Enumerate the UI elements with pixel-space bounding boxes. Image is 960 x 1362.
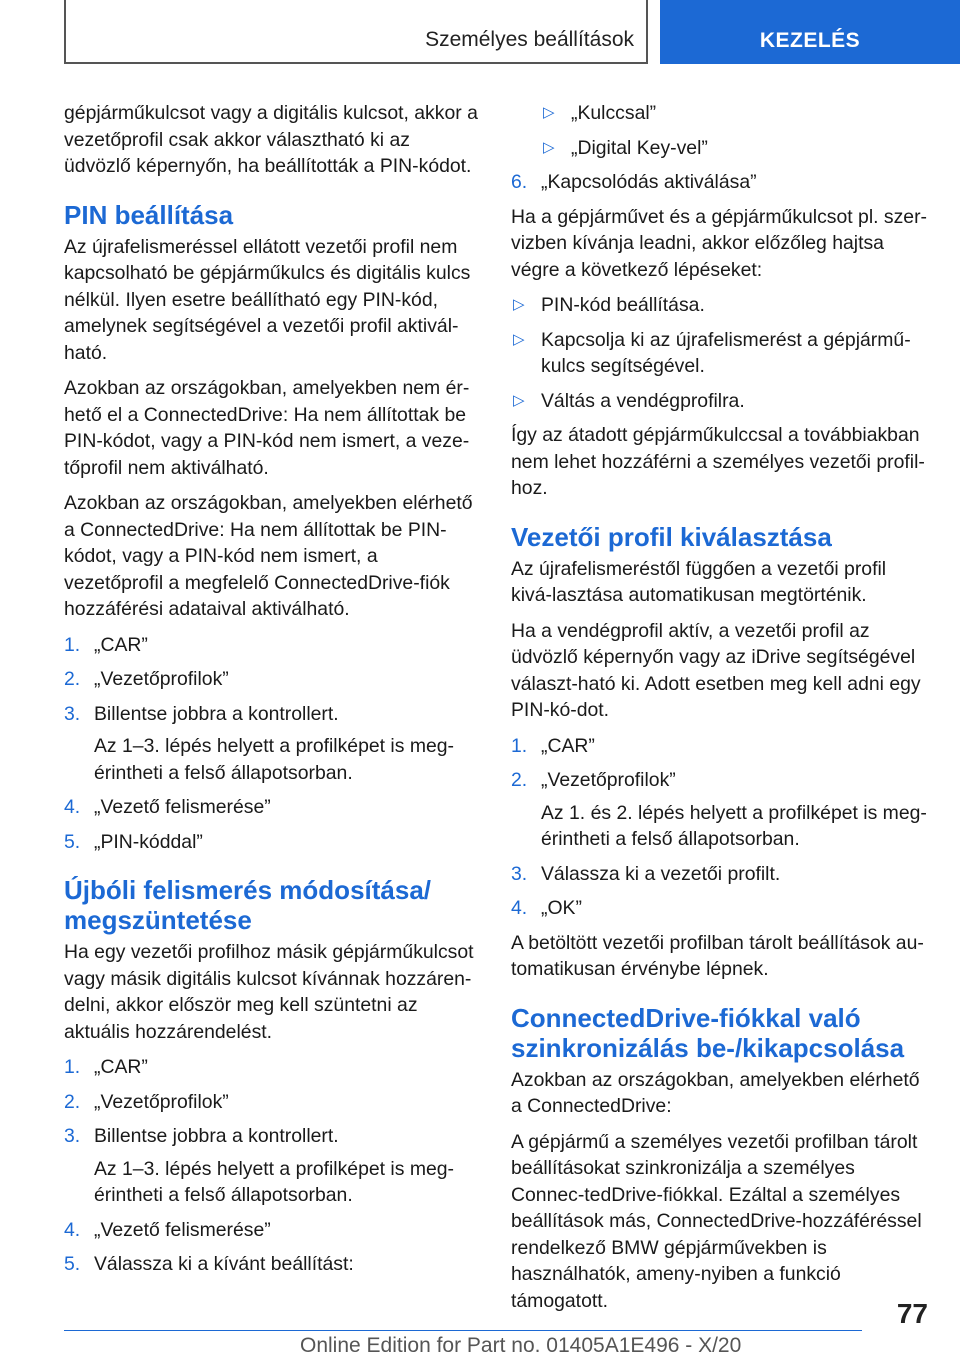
list-item [64,632,482,659]
list-item [64,701,482,787]
step-number: 5. [64,1253,81,1275]
step-number: 6. [511,171,528,193]
list-item [511,767,929,853]
steps-list-pin [64,632,482,856]
paragraph: Azokban az országokban, amelyekben elérhető a ConnectedDrive: [511,1068,920,1117]
section-tab[interactable]: KEZELÉS [660,0,960,64]
step-note: Az 1–3. lépés helyett a profilképet is meg-érintheti a felső állapotsorban. [94,735,454,784]
step-number: 3. [511,862,528,885]
list-item [64,1217,482,1244]
sub-options-list [511,100,929,161]
step-text: Billentse jobbra a kontrollert. [94,1125,339,1147]
list-item [64,1089,482,1116]
step-text: Billentse jobbra a kontrollert. [94,702,339,725]
right-column [511,100,929,1323]
step-text: „Vezető felismerése” [94,1218,271,1241]
footer-divider [64,1330,862,1331]
paragraph: Azokban az országokban, amelyekben elérhető a ConnectedDrive: Ha nem állítottak be PIN-kódot, vagy a PIN-kód nem ismert, a vezetőprofil a megfelelő ConnectedDrive-fiók hozzáférési adataival aktiválható. [64,492,473,620]
list-item [64,1123,482,1209]
step-text: „Vezető felismerése” [94,796,271,818]
steps-list-ujboli [64,1054,482,1278]
step-text: „Kapcsolódás aktiválása” [541,171,757,193]
bullet-list [511,292,929,414]
intro-paragraph: gépjárműkulcsot vagy a digitális kulcsot, akkor a vezetőprofil csak akkor választható ki az üdvözlő képernyőn, ha beállították a PIN-kódot. [64,102,478,177]
list-item [511,327,929,380]
step-number: 3. [64,702,81,725]
step-number: 4. [64,1218,81,1241]
bullet-text: Kapcsolja ki az újrafelismerést a gépjármű-kulcs segítségével. [541,328,911,377]
paragraph: Ha a vendégprofil aktív, a vezetői profil az üdvözlő képernyőn vagy az iDrive segítségével választ-ható ki. Adott esetben meg kell adni egy PIN-kó-dot. [511,619,921,721]
paragraph: A gépjármű a személyes vezetői profilban tárolt beállításokat szinkronizálja a személyes Connec-tedDrive-fiókkal. Ezáltal a személyes beállítások más, ConnectedDrive-hozzáféréssel rendelkező BMW gépjárművekben is használhatók, ameny-nyiben a funkció támogatott. [511,1130,922,1312]
paragraph: Ha egy vezetői profilhoz másik gépjárműkulcsot vagy másik digitális kulcsot kívánnak hozzáren-delni, akkor először meg kell szüntetni az aktuális hozzárendelést. [64,941,474,1043]
list-item [64,1251,482,1278]
step-number: 1. [64,633,81,656]
heading-pin: PIN beállítása [64,199,234,230]
step-note: Az 1. és 2. lépés helyett a profilképet is meg-érintheti a felső állapotsorban. [541,801,927,850]
bullet-text: PIN-kód beállítása. [541,294,705,316]
list-item [511,169,929,196]
list-item [64,1054,482,1081]
step-text: Válassza ki a kívánt beállítást: [94,1253,354,1275]
step-number: 3. [64,1125,81,1147]
steps-list-continued [511,169,929,196]
paragraph: Azokban az országokban, amelyekben nem ér-hető el a ConnectedDrive: Ha nem állítottak be PIN-kódot, vagy a PIN-kód nem ismert, a veze-tőprofil nem aktiválható. [64,377,470,479]
step-number: 4. [511,897,528,919]
step-number: 4. [64,796,81,818]
list-item [511,100,929,127]
step-text: „CAR” [541,734,595,757]
paragraph: Így az átadott gépjárműkulccsal a továbbiakban nem lehet hozzáférni a személyes vezetői profil-hoz. [511,424,925,499]
step-number: 2. [64,668,81,690]
list-item [511,861,929,888]
step-text: Válassza ki a vezetői profilt. [541,862,781,885]
heading-connecteddrive: ConnectedDrive-fiókkal való szinkronizálás be-/kikapcsolása [511,1002,905,1063]
list-item [511,292,929,319]
step-text: „CAR” [94,633,148,656]
list-item [511,733,929,760]
steps-list-profile [511,733,929,922]
paragraph: A betöltött vezetői profilban tárolt beállítások au-tomatikusan érvénybe lépnek. [511,931,924,980]
list-item [64,794,482,821]
heading-ujboli: Újbóli felismerés módosítása/ megszüntetése [64,875,432,935]
paragraph: Az újrafelismeréssel ellátott vezetői profil nem kapcsolható be gépjárműkulcs és digitális kulcs nélkül. Ilyen esetre beállítható egy PIN-kód, amelynek segítségével a vezetői profil aktivál-ható. [64,235,471,364]
triangle-bullet-icon: ▷ [513,391,525,409]
bullet-text: Váltás a vendégprofilra. [541,389,745,412]
step-number: 1. [511,734,528,757]
step-text: „Vezetőprofilok” [541,769,676,791]
header-title: Személyes beállítások [425,28,634,51]
list-item [511,388,929,415]
triangle-bullet-icon: ▷ [513,330,525,348]
step-number: 2. [511,769,528,791]
page-number: 77 [896,1298,928,1329]
step-number: 2. [64,1090,81,1113]
paragraph: Ha a gépjárművet és a gépjárműkulcsot pl. szer-vizben kívánja leadni, akkor előzőleg hajtsa végre a következő lépéseket: [511,205,928,281]
header-frame [64,0,648,64]
step-note: Az 1–3. lépés helyett a profilképet is meg-érintheti a felső állapotsorban. [94,1157,454,1206]
step-text: „OK” [541,897,582,919]
heading-vezetoi-profil: Vezetői profil kiválasztása [511,521,832,552]
footer-edition: Online Edition for Part no. 01405A1E496 - X/20 [300,1334,742,1357]
list-item [64,666,482,693]
paragraph: Az újrafelismeréstől függően a vezetői profil kivá-lasztása automatikusan megtörténik. [511,557,887,606]
step-number: 5. [64,830,81,853]
step-number: 1. [64,1056,81,1078]
option-text: „Kulccsal” [571,102,657,124]
triangle-bullet-icon: ▷ [543,138,555,156]
step-text: „PIN-kóddal” [94,830,203,853]
option-text: „Digital Key-vel” [571,136,708,159]
list-item [511,895,929,922]
triangle-bullet-icon: ▷ [543,104,555,121]
step-text: „Vezetőprofilok” [94,1090,229,1113]
left-column [64,100,482,1286]
triangle-bullet-icon: ▷ [513,296,525,313]
step-text: „CAR” [94,1056,148,1078]
step-text: „Vezetőprofilok” [94,668,229,690]
list-item [511,135,929,162]
list-item [64,829,482,856]
